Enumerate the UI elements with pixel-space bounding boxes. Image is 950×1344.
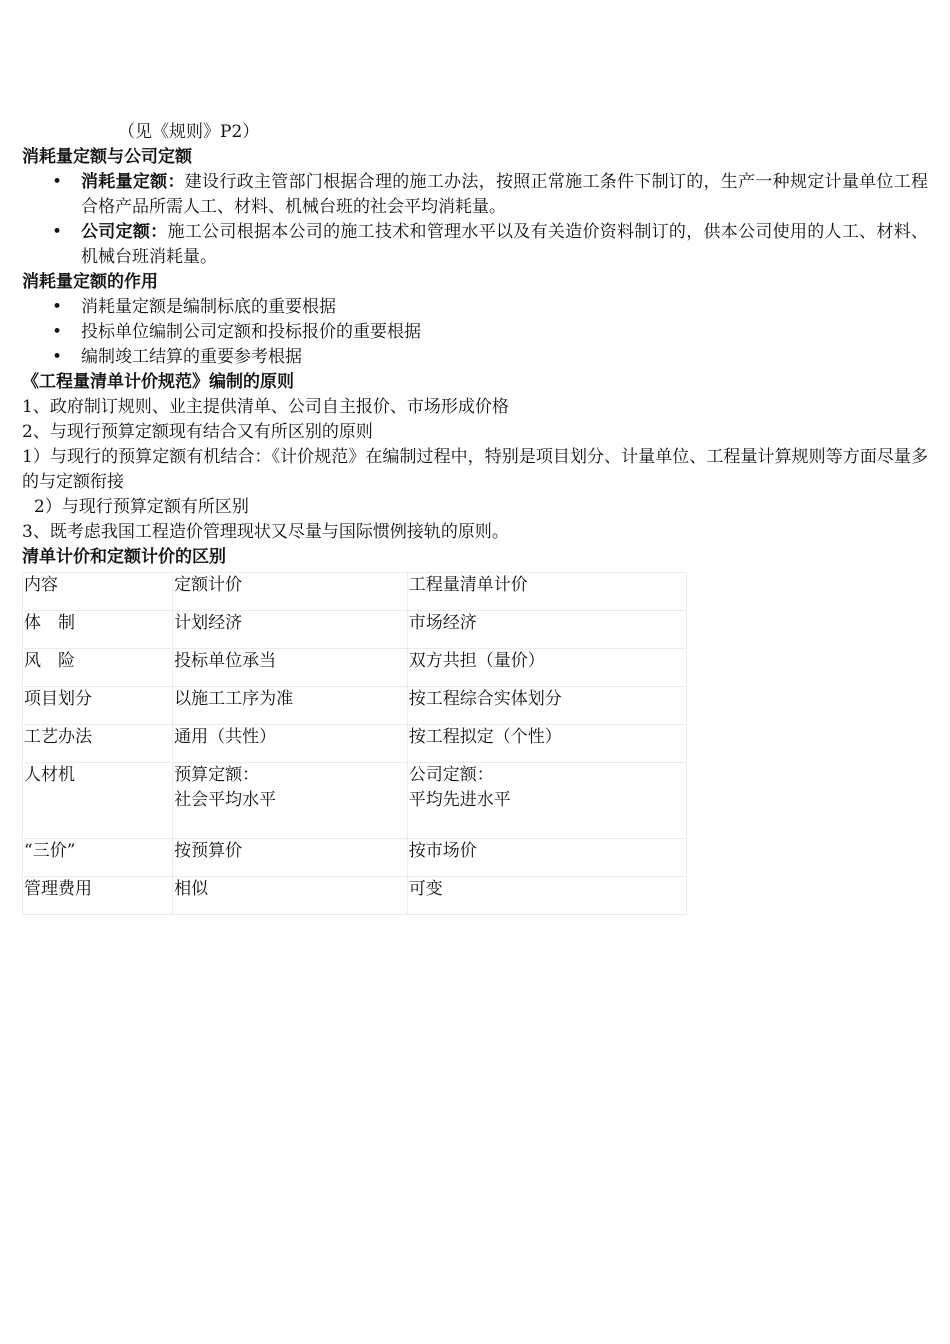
comparison-table: [22, 572, 687, 915]
cell-line: 公司定额：: [408, 765, 494, 785]
table-header-cell: 定额计价: [173, 573, 408, 611]
table-header-row: [23, 573, 687, 611]
cell-line: 预算定额：: [174, 765, 260, 785]
table-cell: 以施工工序为准: [173, 687, 408, 725]
table-cell: 工艺办法: [23, 725, 173, 763]
list-item: [22, 295, 928, 320]
section-title-consumption-role: 消耗量定额的作用: [22, 272, 158, 292]
reference-note: （见《规则》P2）: [118, 122, 260, 142]
table-cell: 投标单位承当: [173, 649, 408, 687]
definition-text: 建设行政主管部门根据合理的施工办法，按照正常施工条件下制订的，生产一种规定计量单位工程合格产品所需人工、材料、机械台班的社会平均消耗量。: [81, 172, 928, 217]
section-title-differences: 清单计价和定额计价的区别: [22, 547, 226, 567]
table-row: [23, 839, 687, 877]
table-cell: 通用（共性）: [173, 725, 408, 763]
principle-2: 2、与现行预算定额现有结合又有所区别的原则: [22, 422, 373, 442]
definition-term: 公司定额：: [81, 222, 168, 242]
table-cell: 按工程综合实体划分: [407, 687, 686, 725]
principle-1: 1、政府制订规则、业主提供清单、公司自主报价、市场形成价格: [22, 397, 509, 417]
definition-list: [22, 170, 928, 270]
table-cell: [407, 763, 686, 839]
bullet-icon: •: [52, 322, 63, 342]
list-item: [22, 170, 928, 220]
section-title-principles: 《工程量清单计价规范》编制的原则: [22, 372, 294, 392]
document-page: [22, 120, 928, 915]
list-item: [22, 345, 928, 370]
bullet-icon: •: [52, 347, 63, 367]
table-cell: 计划经济: [173, 611, 408, 649]
table-cell: 相似: [173, 877, 408, 915]
table-cell: 风 险: [23, 649, 173, 687]
table-cell: 项目划分: [23, 687, 173, 725]
cell-line: 平均先进水平: [408, 790, 511, 810]
principle-3: 3、既考虑我国工程造价管理现状又尽量与国际惯例接轨的原则。: [22, 522, 509, 542]
table-cell: 按市场价: [407, 839, 686, 877]
table-header-cell: 内容: [23, 573, 173, 611]
table-row: [23, 877, 687, 915]
table-row: [23, 763, 687, 839]
table-cell: [173, 763, 408, 839]
table-cell: 双方共担（量价）: [407, 649, 686, 687]
list-item-text: 编制竣工结算的重要参考根据: [81, 347, 302, 367]
list-item: [22, 220, 928, 270]
table-cell: 人材机: [23, 763, 173, 839]
table-row: [23, 725, 687, 763]
table-row: [23, 649, 687, 687]
principle-2-2: 2）与现行预算定额有所区别: [34, 497, 249, 517]
table-row: [23, 687, 687, 725]
list-item-text: 消耗量定额是编制标底的重要根据: [81, 297, 336, 317]
role-list: [22, 295, 928, 370]
cell-line: 社会平均水平: [174, 790, 277, 810]
table-row: [23, 611, 687, 649]
bullet-icon: •: [52, 172, 63, 192]
list-item-text: 投标单位编制公司定额和投标报价的重要根据: [81, 322, 421, 342]
table-header-cell: 工程量清单计价: [407, 573, 686, 611]
list-item: [22, 320, 928, 345]
definition-term: 消耗量定额：: [81, 172, 185, 192]
bullet-icon: •: [52, 297, 63, 317]
table-cell: 市场经济: [407, 611, 686, 649]
table-cell: 按预算价: [173, 839, 408, 877]
table-cell: 按工程拟定（个性）: [407, 725, 686, 763]
principle-2-1: 1）与现行的预算定额有机结合：《计价规范》在编制过程中，特别是项目划分、计量单位、工程量计算规则等方面尽量多的与定额衔接: [22, 447, 928, 492]
table-cell: 体 制: [23, 611, 173, 649]
table-cell: “三价”: [23, 839, 173, 877]
section-title-consumption-vs-company: 消耗量定额与公司定额: [22, 147, 192, 167]
table-cell: 可变: [407, 877, 686, 915]
bullet-icon: •: [52, 222, 63, 242]
table-cell: 管理费用: [23, 877, 173, 915]
definition-text: 施工公司根据本公司的施工技术和管理水平以及有关造价资料制订的，供本公司使用的人工、材料、机械台班消耗量。: [81, 222, 929, 267]
